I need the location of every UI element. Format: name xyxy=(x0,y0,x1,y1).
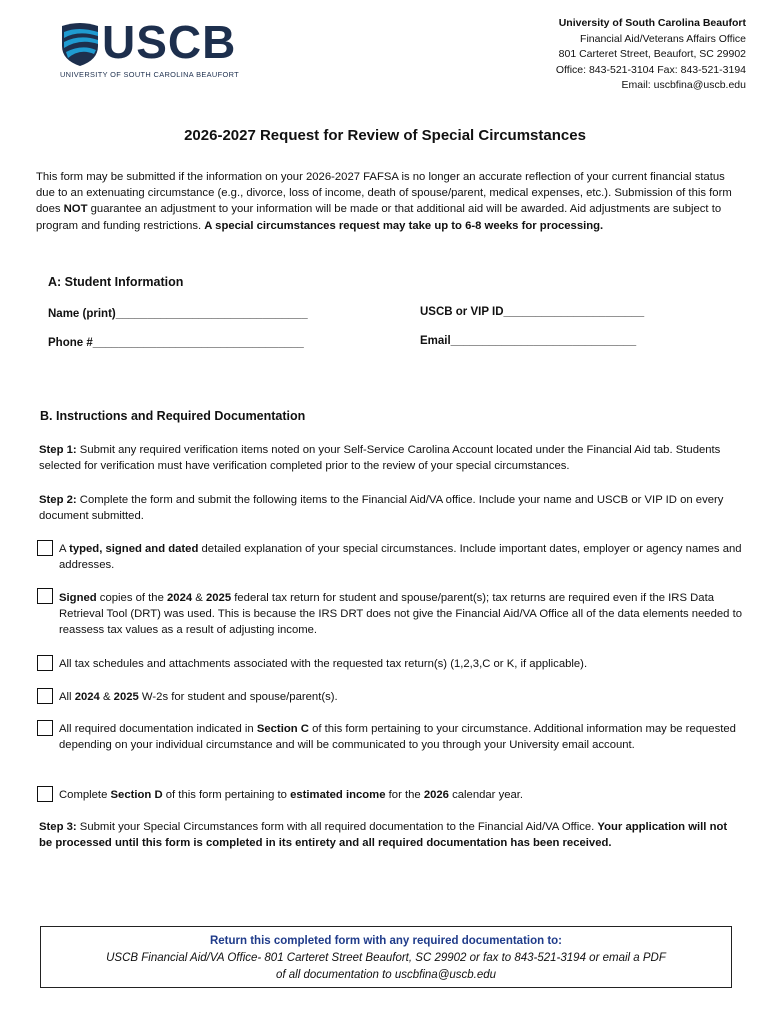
address-phone-fax: Office: 843-521-3104 Fax: 843-521-3194 xyxy=(555,63,746,76)
page-title: 2026-2027 Request for Review of Special Circumstances xyxy=(184,127,586,144)
item-section-d: Complete Section D of this form pertaining to estimated income for the 2026 calendar year. xyxy=(59,789,524,801)
item-w2s: All 2024 & 2025 W-2s for student and spouse/parent(s). xyxy=(59,691,338,703)
address-street: 801 Carteret Street, Beaufort, SC 29902 xyxy=(558,48,746,61)
address-email: Email: uscbfina@uscb.edu xyxy=(621,79,746,92)
name-field[interactable]: Name (print)______________________________ xyxy=(48,308,308,320)
return-box-title: Return this completed form with any required documentation to: xyxy=(209,935,563,947)
logo-wordmark: USCB xyxy=(102,16,237,68)
section-a-heading: A: Student Information xyxy=(48,275,184,289)
uscb-logo-mark-icon xyxy=(58,20,102,66)
phone-field[interactable]: Phone #_________________________________ xyxy=(48,337,304,349)
step-1: Step 1: Submit any required verification items noted on your Self-Service Carolina Account located under the Financial Aid tab. Students selected for verification must have verification completed prior to the review of your special circumstances. xyxy=(39,444,721,473)
student-id-field[interactable]: USCB or VIP ID______________________ xyxy=(420,306,645,318)
email-field[interactable]: Email_____________________________ xyxy=(420,335,637,347)
item-tax-returns: Signed copies of the 2024 & 2025 federal tax return for student and spouse/parent(s); tax returns are required even if the IRS Data Retrieval Tool (DRT) was used. This is because the IRS DRT does not give the Financial Aid/VA Office all of the data elements needed to reassess tax values as a result of adjusting income. xyxy=(59,592,742,637)
address-office: Financial Aid/Veterans Affairs Office xyxy=(580,32,746,45)
return-box-line-1: USCB Financial Aid/VA Office- 801 Carteret Street Beaufort, SC 29902 or fax to 843-521-3194 or email a PDF xyxy=(106,952,666,964)
logo-subtitle: UNIVERSITY OF SOUTH CAROLINA BEAUFORT xyxy=(60,70,239,79)
return-instructions-box xyxy=(40,926,732,988)
step-3: Step 3: Submit your Special Circumstances form with all required documentation to the Financial Aid/VA Office. Your application will not be processed until this form is completed in its entirety and all required documentation has been received. xyxy=(39,821,728,850)
intro-paragraph: This form may be submitted if the information on your 2026-2027 FAFSA is no longer an accurate reflection of your current financial status due to an extenuating circumstance (e.g., divorce, loss of income, death of spouse/parent, medical expenses, etc.). Submission of this form does NOT guarantee an adjustment to your information will be made or that additional aid will be awarded. Aid adjustments are subject to program and funding restrictions. A special circumstances request may take up to 6-8 weeks for processing. xyxy=(36,171,732,232)
step-2: Step 2: Complete the form and submit the following items to the Financial Aid/VA office. Include your name and USCB or VIP ID on every document submitted. xyxy=(39,494,724,523)
item-section-c: All required documentation indicated in Section C of this form pertaining to your circumstance. Additional information may be requested depending on your individual circumstance and will be communicated to you through your University email account. xyxy=(59,723,736,752)
address-org: University of South Carolina Beaufort xyxy=(558,17,746,29)
return-box-line-2: of all documentation to uscbfina@uscb.edu xyxy=(275,969,497,981)
item-tax-schedules: All tax schedules and attachments associated with the requested tax return(s) (1,2,3,C or K, if applicable). xyxy=(59,658,588,670)
item-explanation: A typed, signed and dated detailed explanation of your special circumstances. Include important dates, employer or agency names and addresses. xyxy=(59,543,742,572)
section-b-heading: B. Instructions and Required Documentation xyxy=(40,409,306,423)
office-address xyxy=(556,16,746,94)
